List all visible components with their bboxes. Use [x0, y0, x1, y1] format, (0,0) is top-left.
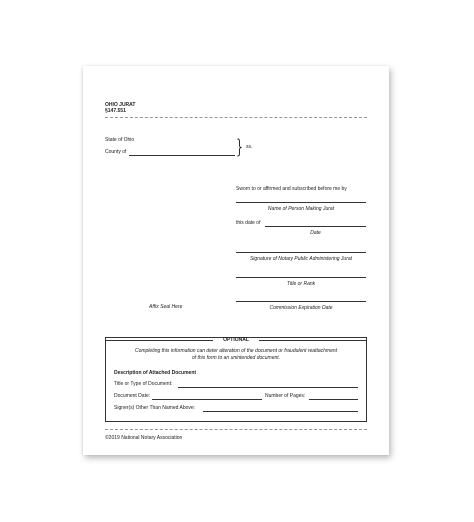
doc-title-field[interactable]: [178, 387, 358, 388]
top-divider: [105, 117, 367, 118]
optional-rule-left: [106, 340, 213, 341]
signers-field[interactable]: [203, 411, 358, 412]
pages-label: Number of Pages:: [265, 393, 306, 399]
ss-mark: ss.: [246, 144, 253, 150]
doc-date-field[interactable]: [152, 399, 262, 400]
title-caption: Title or Rank: [286, 281, 316, 287]
seal-label: Affix Seal Here: [149, 304, 183, 310]
venue-brace: }: [236, 134, 244, 158]
copyright: ©2019 National Notary Association: [105, 435, 183, 441]
optional-rule-right: [259, 340, 366, 341]
signers-label: Signer(s) Other Than Named Above:: [114, 405, 196, 411]
county-field[interactable]: [129, 155, 235, 156]
optional-note-line1: Completing this information can deter alteration of the document or fraudulent reattachment: [134, 348, 338, 354]
optional-heading: OPTIONAL: [223, 337, 249, 343]
commission-caption: Commission Expiration Date: [269, 305, 333, 311]
signature-field[interactable]: [236, 252, 366, 253]
bottom-divider: [105, 429, 367, 430]
title-field[interactable]: [236, 277, 366, 278]
statute-code: §147.551: [105, 108, 126, 114]
optional-note-line2: of this form to an unintended document.: [191, 355, 281, 361]
attached-doc-heading: Description of Attached Document: [114, 370, 197, 376]
commission-field[interactable]: [236, 301, 366, 302]
date-field[interactable]: [265, 226, 366, 227]
date-prefix: this date of: [236, 220, 261, 226]
form-title: OHIO JURAT: [105, 102, 136, 108]
name-caption: Name of Person Making Jurat: [267, 206, 335, 212]
state-line: State of Ohio: [105, 137, 135, 143]
sworn-text: Sworn to or affirmed and subscribed before me by: [236, 186, 347, 192]
county-label: County of: [105, 149, 127, 155]
date-caption: Date: [310, 230, 321, 236]
doc-date-label: Document Date:: [114, 393, 151, 399]
optional-section: [105, 337, 367, 422]
jurat-form-sheet: [83, 66, 389, 455]
name-field[interactable]: [236, 202, 366, 203]
doc-title-label: Title or Type of Document:: [114, 381, 173, 387]
signature-caption: Signature of Notary Public Administering Jurat: [249, 256, 353, 262]
pages-field[interactable]: [309, 399, 358, 400]
